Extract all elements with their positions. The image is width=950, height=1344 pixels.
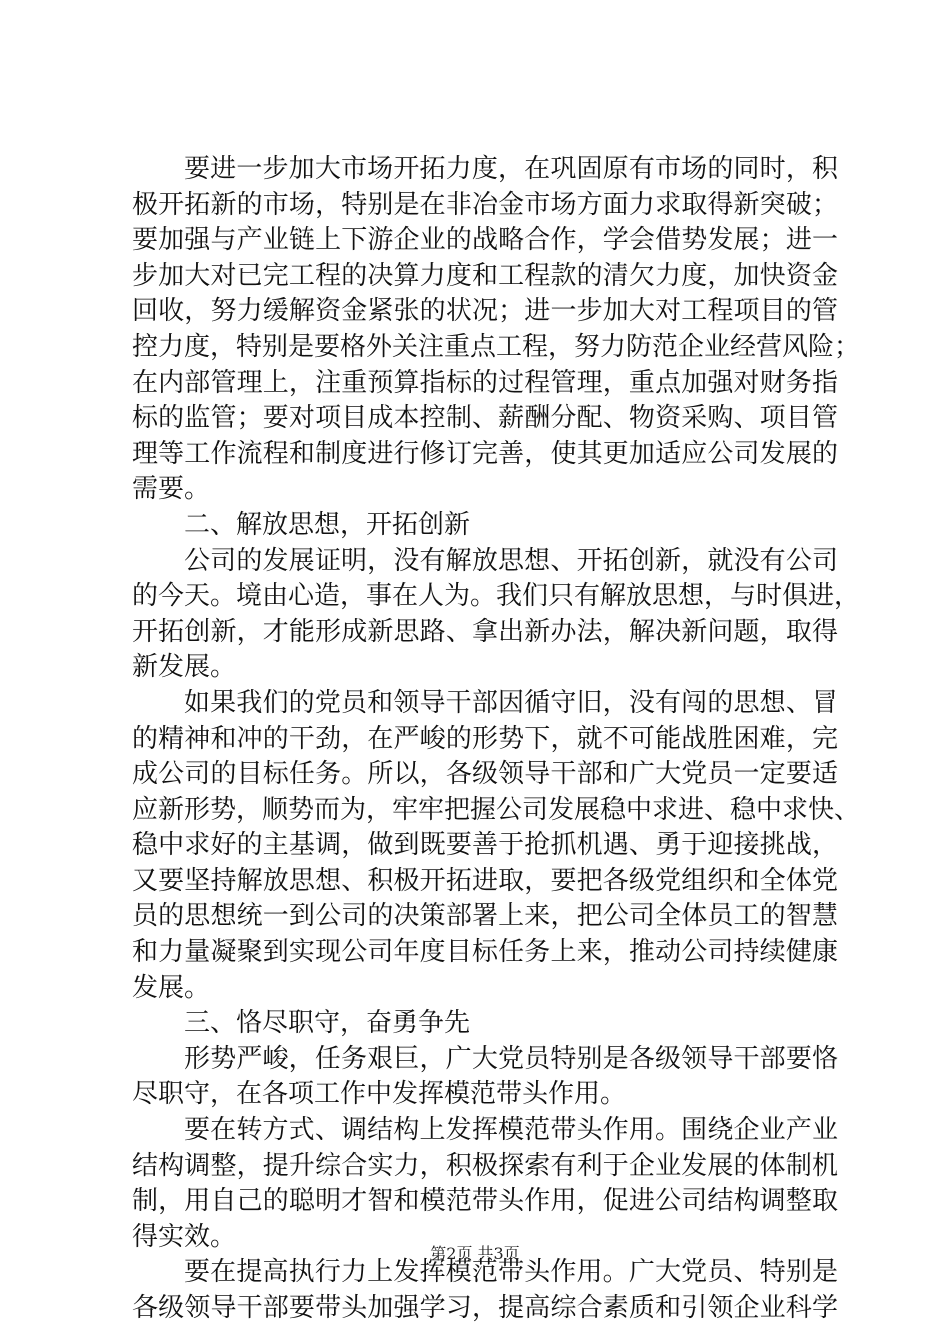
text-line: 要在提高执行力上发挥模范带头作用。广大党员、特别是 [184, 1257, 838, 1288]
text-line: 的精神和冲的干劲，在严峻的形势下，就不可能战胜困难，完 [132, 723, 838, 754]
text-line: 要进一步加大市场开拓力度，在巩固原有市场的同时，积 [184, 154, 838, 184]
text-line: 应新形势，顺势而为，牢牢把握公司发展稳中求进、稳中求快、 [132, 794, 861, 825]
text-line: 要加强与产业链上下游企业的战略合作，学会借势发展；进一 [132, 225, 838, 256]
text-line: 又要坚持解放思想、积极开拓进取，要把各级党组织和全体党 [132, 865, 838, 896]
text-line: 极开拓新的市场，特别是在非冶金市场方面力求取得新突破； [132, 189, 838, 220]
text-line: 和力量凝聚到实现公司年度目标任务上来，推动公司持续健康 [132, 937, 838, 968]
text-line: 三、恪尽职守，奋勇争先 [184, 1008, 471, 1039]
text-line: 如果我们的党员和领导干部因循守旧，没有闯的思想、冒 [184, 687, 838, 718]
text-line: 控力度，特别是要格外关注重点工程，努力防范企业经营风险； [132, 331, 861, 362]
text-line: 形势严峻，任务艰巨，广大党员特别是各级领导干部要恪 [184, 1043, 838, 1074]
text-line: 要在转方式、调结构上发挥模范带头作用。围绕企业产业 [184, 1115, 838, 1146]
text-line: 理等工作流程和制度进行修订完善，使其更加适应公司发展的 [132, 438, 838, 469]
text-line: 成公司的目标任务。所以，各级领导干部和广大党员一定要适 [132, 759, 838, 790]
text-line: 制，用自己的聪明才智和模范带头作用，促进公司结构调整取 [132, 1186, 838, 1217]
text-line: 需要。 [132, 474, 211, 505]
text-line: 的今天。境由心造，事在人为。我们只有解放思想，与时俱进， [132, 581, 861, 612]
text-line: 回收，努力缓解资金紧张的状况；进一步加大对工程项目的管 [132, 296, 838, 327]
text-line: 公司的发展证明，没有解放思想、开拓创新，就没有公司 [184, 545, 838, 576]
text-line: 步加大对已完工程的决算力度和工程款的清欠力度，加快资金 [132, 260, 838, 291]
text-line: 新发展。 [132, 652, 237, 683]
text-line: 结构调整，提升综合实力，积极探索有利于企业发展的体制机 [132, 1150, 838, 1181]
document-body [132, 152, 861, 1327]
text-line: 发展。 [132, 972, 211, 1003]
text-line: 开拓创新，才能形成新思路、拿出新办法，解决新问题，取得 [132, 616, 838, 647]
text-line: 得实效。 [132, 1221, 237, 1252]
text-line: 稳中求好的主基调，做到既要善于抢抓机遇、勇于迎接挑战， [132, 830, 838, 861]
text-line: 标的监管；要对项目成本控制、薪酬分配、物资采购、项目管 [132, 403, 838, 434]
text-line: 尽职守，在各项工作中发挥模范带头作用。 [132, 1079, 627, 1110]
text-line: 二、解放思想，开拓创新 [184, 509, 471, 540]
text-line: 各级领导干部要带头加强学习，提高综合素质和引领企业科学 [132, 1293, 838, 1323]
page-footer: 第2页 共3页 [430, 1244, 520, 1263]
text-line: 在内部管理上，注重预算指标的过程管理，重点加强对财务指 [132, 367, 838, 398]
text-line: 员的思想统一到公司的决策部署上来，把公司全体员工的智慧 [132, 901, 838, 932]
